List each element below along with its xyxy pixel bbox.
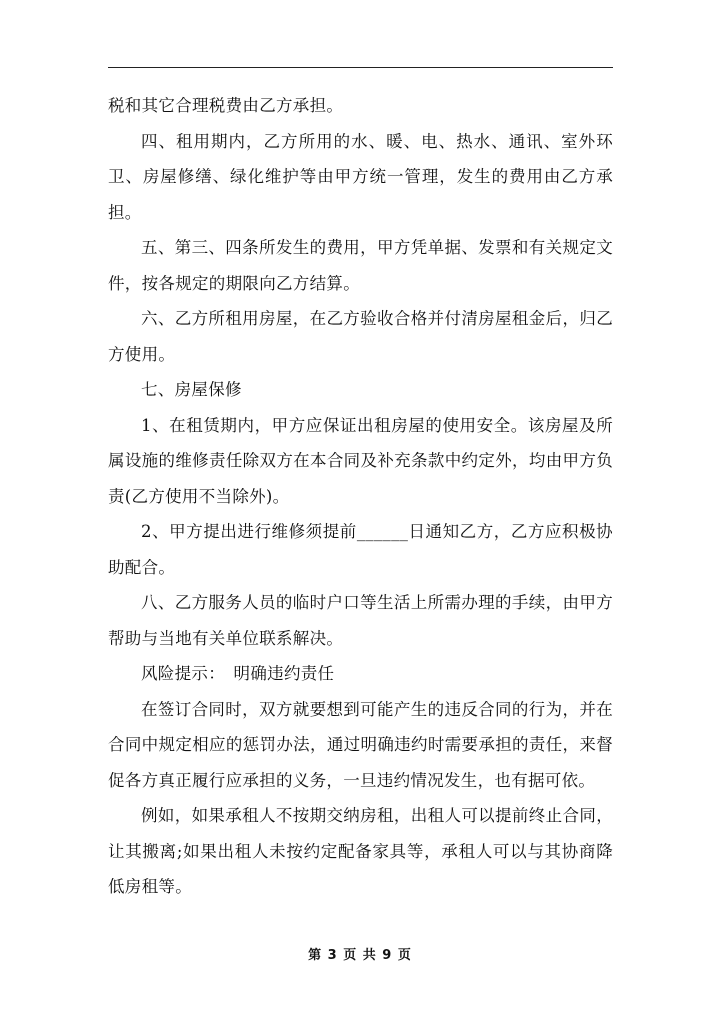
paragraph-risk-explanation: 在签订合同时，双方就要想到可能产生的违反合同的行为，并在合同中规定相应的惩罚办法，通过明确违约时需要承担的责任，来督促各方真正履行应承担的义务，一旦违约情况发生，也有据可依。 bbox=[108, 699, 613, 790]
paragraph-repair-2: 2、甲方提出进行维修须提前______日通知乙方，乙方应积极协助配合。 bbox=[108, 522, 613, 577]
document-body bbox=[108, 88, 613, 905]
section-heading-repair: 七、房屋保修 bbox=[141, 380, 242, 399]
paragraph-risk-example: 例如，如果承租人不按期交纳房租，出租人可以提前终止合同，让其搬离;如果出租人未按约定配备家具等，承租人可以与其协商降低房租等。 bbox=[108, 806, 613, 896]
risk-heading: 风险提示： 明确违约责任 bbox=[141, 664, 335, 683]
paragraph-clause-8: 八、乙方服务人员的临时户口等生活上所需办理的手续，由甲方帮助与当地有关单位联系解决。 bbox=[108, 593, 613, 648]
paragraph-clause-6: 六、乙方所租用房屋，在乙方验收合格并付清房屋租金后，归乙方使用。 bbox=[108, 309, 613, 364]
page-number: 第 3 页 共 9 页 bbox=[308, 948, 412, 963]
paragraph-clause-5: 五、第三、四条所发生的费用，甲方凭单据、发票和有关规定文件，按各规定的期限向乙方结算。 bbox=[108, 238, 613, 293]
paragraph-clause-4: 四、租用期内，乙方所用的水、暖、电、热水、通讯、室外环卫、房屋修缮、绿化维护等由甲方统一管理，发生的费用由乙方承担。 bbox=[108, 131, 613, 222]
paragraph-continuation: 税和其它合理税费由乙方承担。 bbox=[108, 96, 344, 115]
header-rule bbox=[108, 67, 613, 68]
paragraph-repair-1: 1、在租赁期内，甲方应保证出租房屋的使用安全。该房屋及所属设施的维修责任除双方在本合同及补充条款中约定外，均由甲方负责(乙方使用不当除外)。 bbox=[108, 415, 613, 506]
